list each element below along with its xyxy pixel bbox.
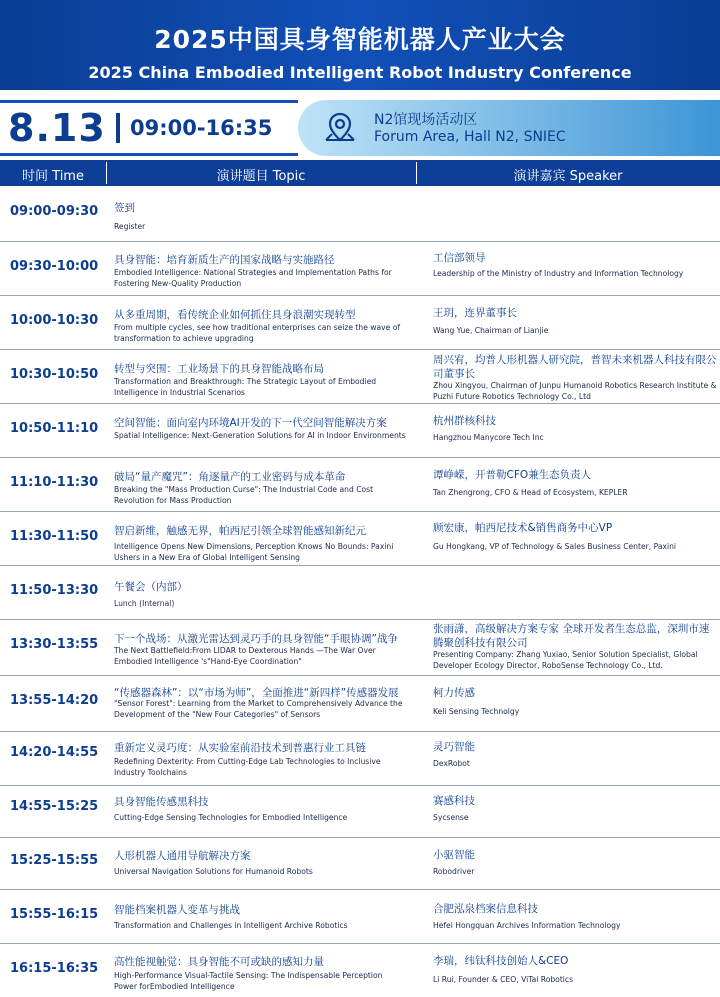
row-time: 14:55-15:25	[10, 799, 99, 814]
speaker-zh: 杭州群核科技	[433, 415, 496, 427]
row-time: 16:15-16:35	[10, 961, 99, 976]
table-row	[0, 458, 720, 512]
location-pin-icon	[322, 110, 358, 146]
topic-zh: 智能档案机器人变革与挑战	[114, 904, 240, 916]
topic-en: Spatial Intelligence: Next-Generation Solutions for AI in Indoor Environments	[114, 431, 406, 440]
speaker-zh: 顾宏康，帕西尼技术&销售商务中心VP	[433, 522, 613, 534]
topic-zh: 智启新维，触感无界，帕西尼引领全球智能感知新纪元	[114, 525, 366, 537]
topic-zh: 人形机器人通用导航解决方案	[114, 850, 251, 862]
row-time: 13:55-14:20	[10, 693, 99, 708]
topic-en: Lunch (Internal)	[114, 599, 175, 608]
row-time: 13:30-13:55	[10, 637, 99, 652]
table-row	[0, 566, 720, 620]
speaker-zh: 工信部领导	[433, 252, 486, 264]
row-time: 11:30-11:50	[10, 529, 99, 544]
row-time: 10:00-10:30	[10, 313, 99, 328]
header-speaker: 演讲嘉宾 Speaker	[513, 169, 623, 184]
header-time: 时间 Time	[22, 169, 84, 184]
location-block	[298, 100, 720, 156]
table-row	[0, 944, 720, 997]
table-row	[0, 838, 720, 890]
topic-en: Register	[114, 222, 146, 231]
topic-zh: 从多重周期，看传统企业如何抓住具身浪潮实现转型	[114, 309, 356, 321]
speaker-en: Tan Zhengrong, CFO & Head of Ecosystem, KEPLER	[433, 488, 628, 497]
speaker-zh: 周兴宥，均普人形机器人研究院，普智未来机器人科技有限公司董事长	[433, 354, 717, 380]
topic-zh: 具身智能：培育新质生产的国家战略与实施路径	[114, 254, 335, 266]
speaker-en: Presenting Company: Zhang Yuxiao, Senior Solution Specialist, Global Developer Ecology Director, RoboSense Technology Co., Ltd.	[433, 650, 698, 670]
topic-en: "Sensor Forest": Learning from the Market to Comprehensively Advance the Development of the "New Four Categories" of Sensors	[114, 699, 403, 719]
speaker-en: Hangzhou Manycore Tech Inc	[433, 433, 544, 442]
table-row	[0, 732, 720, 786]
speaker-en: Gu Hongkang, VP of Technology & Sales Business Center, Paxini	[433, 542, 677, 551]
speaker-en: Hefei Hongquan Archives Information Technology	[433, 921, 621, 930]
speaker-en: Robodriver	[433, 867, 475, 876]
speaker-zh: 小驱智能	[433, 849, 475, 861]
location-en: Forum Area, Hall N2, SNIEC	[374, 129, 566, 145]
table-row	[0, 786, 720, 838]
location-zh: N2馆现场活动区	[374, 112, 478, 128]
topic-zh: 破局“量产魔咒”：角逐量产的工业密码与成本革命	[114, 471, 346, 483]
row-time: 11:10-11:30	[10, 475, 99, 490]
row-time: 15:25-15:55	[10, 853, 99, 868]
speaker-zh: 张雨潇，高级解决方案专家 全球开发者生态总监，深圳市速腾聚创科技有限公司	[433, 623, 710, 649]
topic-en: High-Performance Visual-Tactile Sensing: The Indispensable Perception Power forEmbodied Intelligence	[114, 971, 383, 991]
topic-en: Transformation and Breakthrough: The Strategic Layout of Embodied Intelligence in Industrial Scenarios	[114, 377, 377, 397]
table-row	[0, 512, 720, 566]
speaker-en: Li Rui, Founder & CEO, ViTai Robotics	[433, 975, 574, 984]
topic-en: Transformation and Challenges in Intelligent Archive Robotics	[114, 921, 348, 930]
date-time-block	[0, 100, 298, 156]
table-row	[0, 350, 720, 404]
table-row	[0, 620, 720, 676]
table-row	[0, 188, 720, 242]
speaker-en: Wang Yue, Chairman of Lianjie	[433, 326, 549, 335]
speaker-en: Sycsense	[433, 813, 469, 822]
row-time: 10:50-11:10	[10, 421, 99, 436]
topic-zh: 高性能视触觉：具身智能不可或缺的感知力量	[114, 956, 324, 968]
conference-title-en: 2025 China Embodied Intelligent Robot Industry Conference	[88, 63, 632, 82]
session-date: 8.13	[8, 106, 106, 150]
table-row	[0, 890, 720, 944]
session-time: 09:00-16:35	[130, 116, 273, 140]
speaker-zh: 合肥泓泉档案信息科技	[433, 903, 538, 915]
topic-en: Cutting-Edge Sensing Technologies for Embodied Intelligence	[114, 813, 348, 822]
date-divider	[116, 113, 120, 143]
row-time: 15:55-16:15	[10, 907, 99, 922]
speaker-zh: 柯力传感	[433, 687, 475, 699]
topic-zh: 下一个战场：从激光雷达到灵巧手的具身智能“手眼协调”战争	[114, 633, 398, 645]
table-row	[0, 296, 720, 350]
session-info-bar	[0, 100, 720, 156]
topic-en: From multiple cycles, see how traditional enterprises can seize the wave of transformation to achieve upgrading	[114, 323, 401, 343]
row-time: 09:00-09:30	[10, 204, 99, 219]
speaker-en: Zhou Xingyou, Chairman of Junpu Humanoid Robotics Research Institute & Puzhi Future Robotics Technology Co., Ltd	[433, 381, 717, 401]
table-header	[0, 160, 720, 186]
topic-zh: 午餐会（内部）	[114, 581, 188, 593]
header-topic: 演讲题目 Topic	[216, 169, 306, 184]
topic-en: Universal Navigation Solutions for Humanoid Robots	[114, 867, 313, 876]
topic-zh: 具身智能传感黑科技	[114, 796, 209, 808]
conference-header	[0, 0, 720, 90]
speaker-zh: 谭峥嵘，开普勒CFO兼生态负责人	[433, 469, 592, 481]
speaker-en: DexRobot	[433, 759, 470, 768]
topic-en: Redefining Dexterity: From Cutting-Edge Lab Technologies to Inclusive Industry Toolchains	[114, 757, 381, 777]
topic-zh: “传感器森林”：以“市场为师”，全面推进“新四样”传感器发展	[114, 687, 399, 699]
topic-en: Breaking the "Mass Production Curse": The Industrial Code and Cost Revolution for Mass Production	[114, 485, 374, 505]
topic-zh: 签到	[114, 202, 135, 214]
topic-en: Embodied Intelligence: National Strategies and Implementation Paths for Fostering New-Quality Production	[114, 268, 392, 288]
topic-en: The Next Battlefield:From LIDAR to Dexterous Hands —The War Over Embodied Intelligence 's"Hand-Eye Coordination"	[114, 646, 376, 666]
row-time: 10:30-10:50	[10, 367, 99, 382]
speaker-zh: 赛感科技	[433, 795, 475, 807]
topic-zh: 重新定义灵巧度：从实验室前沿技术到普惠行业工具链	[114, 742, 366, 754]
topic-zh: 转型与突围：工业场景下的具身智能战略布局	[114, 363, 324, 375]
speaker-en: Keli Sensing Technolgy	[433, 707, 520, 716]
speaker-zh: 李瑞，纬钛科技创始人&CEO	[433, 955, 569, 967]
topic-en: Intelligence Opens New Dimensions, Perception Knows No Bounds: Paxini Ushers in a New Era of Global Intelligent Sensing	[114, 542, 394, 562]
row-time: 09:30-10:00	[10, 259, 99, 274]
topic-zh: 空间智能：面向室内环境AI开发的下一代空间智能解决方案	[114, 417, 387, 429]
table-row	[0, 676, 720, 732]
table-row	[0, 242, 720, 296]
row-time: 14:20-14:55	[10, 745, 99, 760]
conference-title-zh: 2025中国具身智能机器人产业大会	[154, 25, 566, 54]
row-time: 11:50-13:30	[10, 583, 99, 598]
table-row	[0, 404, 720, 458]
speaker-zh: 灵巧智能	[433, 741, 475, 753]
speaker-en: Leadership of the Ministry of Industry and Information Technology	[433, 269, 684, 278]
speaker-zh: 王玥，连界董事长	[433, 307, 517, 319]
